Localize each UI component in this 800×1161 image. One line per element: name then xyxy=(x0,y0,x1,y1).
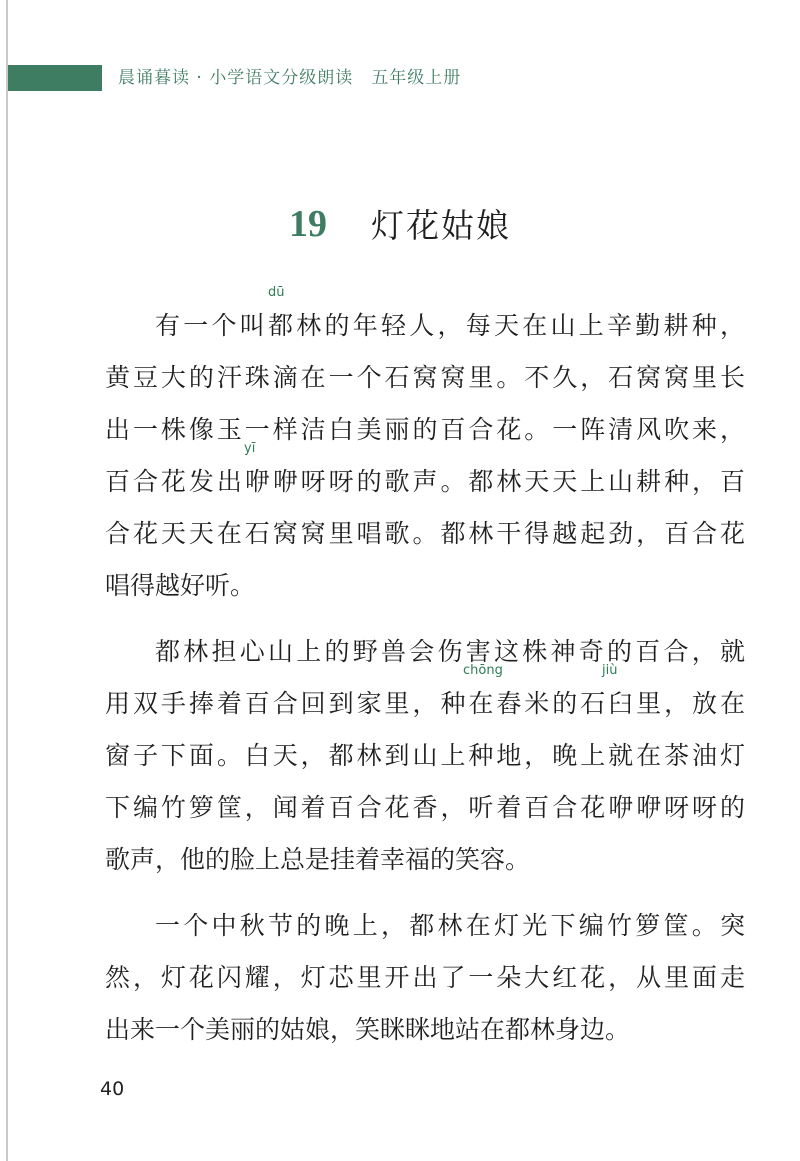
text-line: 歌声，他的脸上总是挂着幸福的笑容。 xyxy=(105,845,531,874)
chapter-number: 19 xyxy=(289,202,327,245)
chapter-name: 灯花姑娘 xyxy=(371,206,511,245)
text-line: yī 百合花发出咿咿呀呀的歌声。都林天天上山耕种，百 xyxy=(105,441,745,496)
text-line: 窗子下面。白天，都林到山上种地，晚上就在茶油灯 xyxy=(105,741,745,770)
text-line: 下编竹箩筐，闻着百合花香，听着百合花咿咿呀呀的 xyxy=(105,793,745,822)
page-edge xyxy=(6,0,8,1161)
pinyin-annotation: chōng xyxy=(463,663,503,678)
text-line: dū 有一个叫都林的年轻人，每天在山上辛勤耕种， xyxy=(155,285,745,340)
text-line: 出来一个美丽的姑娘，笑眯眯地站在都林身边。 xyxy=(105,1015,631,1044)
pinyin-annotation: jiù xyxy=(602,663,618,678)
text-line: 然，灯花闪耀，灯芯里开出了一朵大红花，从里面走 xyxy=(105,963,745,992)
pinyin-annotation: dū xyxy=(268,285,285,300)
text-line: 都林担心山上的野兽会伤害这株神奇的百合，就 xyxy=(155,637,745,666)
header-series-title: 晨诵暮读 · 小学语文分级朗读 xyxy=(118,68,354,88)
story-body xyxy=(105,285,745,1056)
text-line: 一个中秋节的晚上，都林在灯光下编竹箩筐。突 xyxy=(155,911,745,940)
header-grade: 五年级上册 xyxy=(371,68,462,88)
chapter-title xyxy=(0,200,800,247)
text-line: 黄豆大的汗珠滴在一个石窝窝里。不久，石窝窝里长 xyxy=(105,363,745,392)
text-line: 唱得越好听。 xyxy=(105,571,256,600)
text-line: 出一株像玉一样洁白美丽的百合花。一阵清风吹来， xyxy=(105,415,745,444)
running-header xyxy=(118,64,461,92)
page-number: 40 xyxy=(100,1078,125,1100)
text-line: 合花天天在石窝窝里唱歌。都林干得越起劲，百合花 xyxy=(105,519,745,548)
pinyin-annotation: yī xyxy=(244,441,256,456)
text-line: chōng jiù 用双手捧着百合回到家里，种在舂米的石臼里，放在 xyxy=(105,663,745,718)
header-color-band xyxy=(8,65,102,91)
